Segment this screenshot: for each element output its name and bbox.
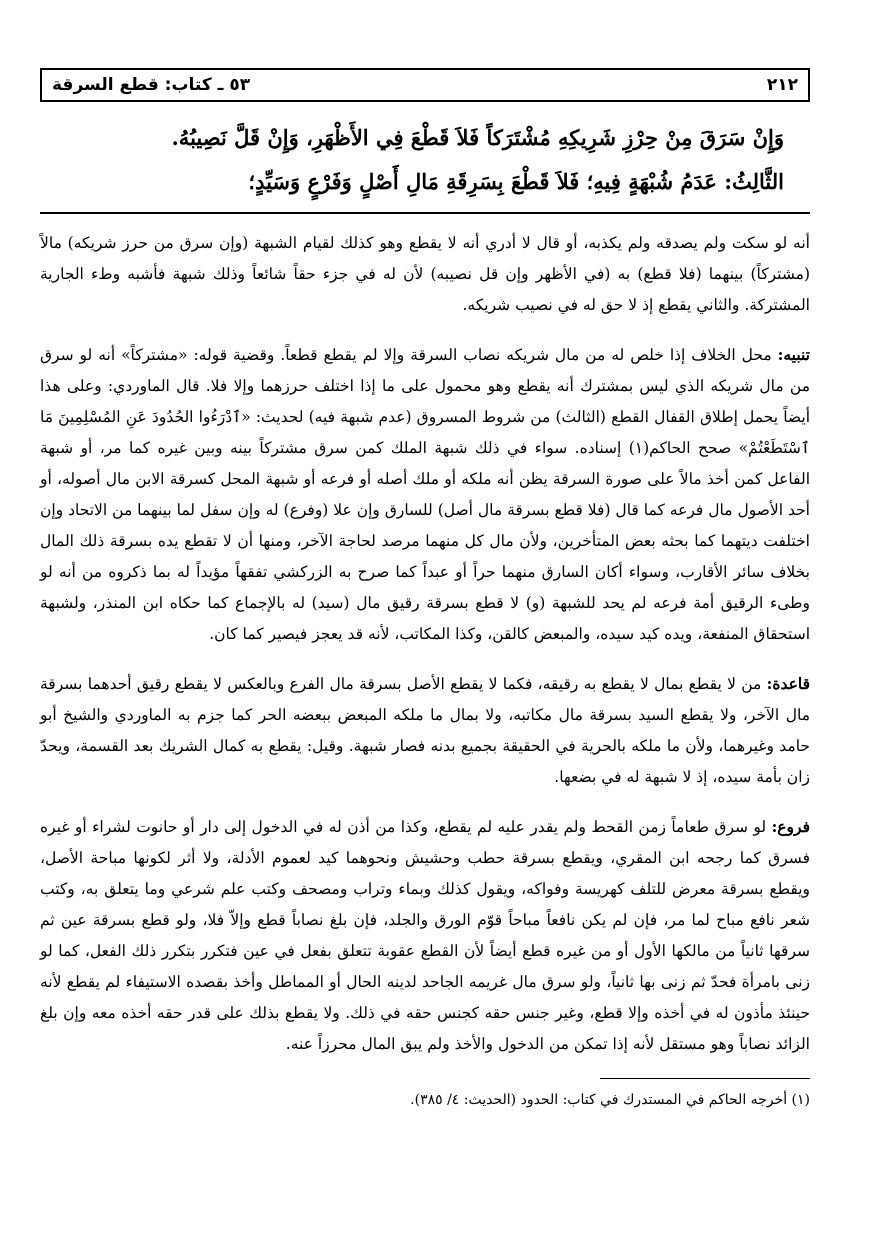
paragraph-1: أنه لو سكت ولم يصدقه ولم يكذبه، أو قال لا أدري أنه لا يقطع وهو كذلك لقيام الشبهة (وإن سرق من حرز شريكه) مالاً (مشتركاً) بينهما (فلا قطع) به (في الأظهر وإن قل نصيبه) لأن له في جزء حقاً شائعاً وذلك شبهة فأشبه وطء الجارية المشتركة. والثاني يقطع إذ لا حق له في نصيب شريكه.	[40, 234, 810, 314]
paragraph-3-text: من لا يقطع بمال لا يقطع به رقيقه، فكما لا يقطع الأصل بسرقة مال الفرع وبالعكس لا يقطع رقيق أحدهما بسرقة مال الآخر، ولا يقطع السيد بسرقة مال مكاتبه، ولا بمال ما ملكه المبعض ببعضه الحر كما جزم به الماوردي والشيخ أبو حامد وغيرهما، ولأن ما ملكه بالحرية في الحقيقة بجميع بدنه فصار شبهة. وقيل: يقطع به كمال الشريك بعد القسمة، ويحدّ زان بأمة سيده، إذ لا شبهة له في بضعها.	[40, 675, 810, 786]
paragraph-2	[40, 339, 810, 650]
chapter-title: ٥٣ ـ كتاب: قطع السرقة	[52, 75, 251, 95]
footnote-divider	[600, 1078, 810, 1079]
paragraph-2-text: محل الخلاف إذا خلص له من مال شريكه نصاب السرقة وإلا لم يقطع قطعاً. وقضية قوله: «مشتركاً» أنه لو سرق من مال شريكه الذي ليس بمشترك أنه يقطع وهو محمول على ما إذا اختلف حرزهما وإلا فلا. قال الماوردي: وعلى هذا أيضاً يحمل إطلاق القفال القطع (الثالث) من شروط المسروق (عدم شبهة فيه) لحديث: «ٱدْرَءُوا الحُدُودَ عَنِ المُسْلِمِينَ مَا ٱسْتَطَعْتُمْ» صحح الحاكم(١) إسناده. سواء في ذلك شبهة الملك كمن سرق مشتركاً بينه وبين غيره كما مر، أو شبهة الفاعل كمن أخذ مالاً على صورة السرقة يظن أنه ملكه أو ملك أصله أو فرعه أو شبهة المحل كسرقة الابن مال أصوله، أو أحد الأصول مال فرعه كما قال (فلا قطع بسرقة مال أصل) للسارق وإن علا (وفرع) له وإن سفل لما بينهما من الاتحاد وإن اختلفت ديتهما كما بحثه بعض المتأخرين، ولأن مال كل منهما مرصد لحاجة الآخر، ومنها أن لا تقطع يده بسرقة ذلك المال بخلاف سائر الأقارب، وسواء أكان السارق منهما حراً أو عبداً كما صرح به الزركشي تفقهاً مؤيداً له بما ذكروه من أنه لو وطىء الرقيق أمة فرعه لم يحد للشبهة (و) لا قطع بسرقة رقيق مال (سيد) له بالإجماع كما حكاه ابن المنذر، ولشبهة استحقاق المنفعة، ويده كيد سيده، والمبعض كالقن، وكذا المكاتب، لأنه قد يعجز فيصير كما كان.	[40, 346, 810, 643]
qaida-label: قاعدة:	[766, 674, 810, 693]
tanbih-label: تنبيه:	[777, 345, 810, 364]
paragraph-3	[40, 668, 810, 793]
paragraph-4-text: لو سرق طعاماً زمن القحط ولم يقدر عليه لم يقطع، وكذا من أذن له في الدخول إلى دار أو حانوت لشراء أو غيره فسرق كما رجحه ابن المقري، ويقطع بسرقة حطب وحشيش ونحوهما كيد لعموم الأدلة، ولا أثر لكونها مباحة الأصل، ويقطع بسرقة معرض للتلف كهريسة وفواكه، ويقول كذلك وبماء وتراب ومصحف وكتب علم شرعي وما يتعلق به، وكتب شعر نافع مباح لما مر، فإن لم يكن نافعاً مباحاً قوّم الورق والجلد، فإن بلغ نصاباً قطع وإلاّ فلا، ولو قطع بسرقة عين ثم سرقها ثانياً من مالكها الأول أو من غيره قطع أيضاً لأن القطع عقوبة تتعلق بفعل في عين فتكرر بتكرر ذلك الفعل، كما لو زنى بامرأة فحدّ ثم زنى بها ثانياً، ولو سرق مال غريمه الجاحد لدينه الحال أو المماطل وأخذ بقصده الاستيفاء لم يقطع لأنه حينئذ مأذون له في أخذه وإلا قطع، وغير جنس حقه كجنس حقه في ذلك. ولا يقطع بذلك على قدر حقه أخذه معه وإن بلغ الزائد نصاباً وهو مستقل لأنه إذا تمكن من الدخول والأخذ ولم يبق المال محرزاً عنه.	[40, 818, 810, 1053]
page-number: ٢١٢	[766, 75, 798, 95]
commentary-body	[40, 228, 810, 1060]
page	[40, 68, 810, 1113]
footnote: (١) أخرجه الحاكم في المستدرك في كتاب: الحدود (الحديث: ٤/ ٣٨٥).	[410, 1092, 810, 1108]
page-header	[40, 68, 810, 102]
furu-label: فروع:	[771, 817, 810, 836]
matn-block	[40, 116, 810, 204]
matn-line-2: الثَّالِثُ: عَدَمُ شُبْهَةٍ فِيهِ؛ فَلاَ قَطْعَ بِسَرِقَةِ مَالِ أَصْلٍ وَفَرْعٍ وَسَيِّدٍ؛	[248, 169, 784, 194]
paragraph-4	[40, 811, 810, 1060]
matn-line-1: وَإِنْ سَرَقَ مِنْ حِرْزِ شَرِيكِهِ مُشْتَرَكاً فَلاَ قَطْعَ فِي الأَظْهَرِ، وَإِنْ قَلَّ نَصِيبُهُ.	[171, 125, 784, 150]
matn-divider	[40, 212, 810, 214]
